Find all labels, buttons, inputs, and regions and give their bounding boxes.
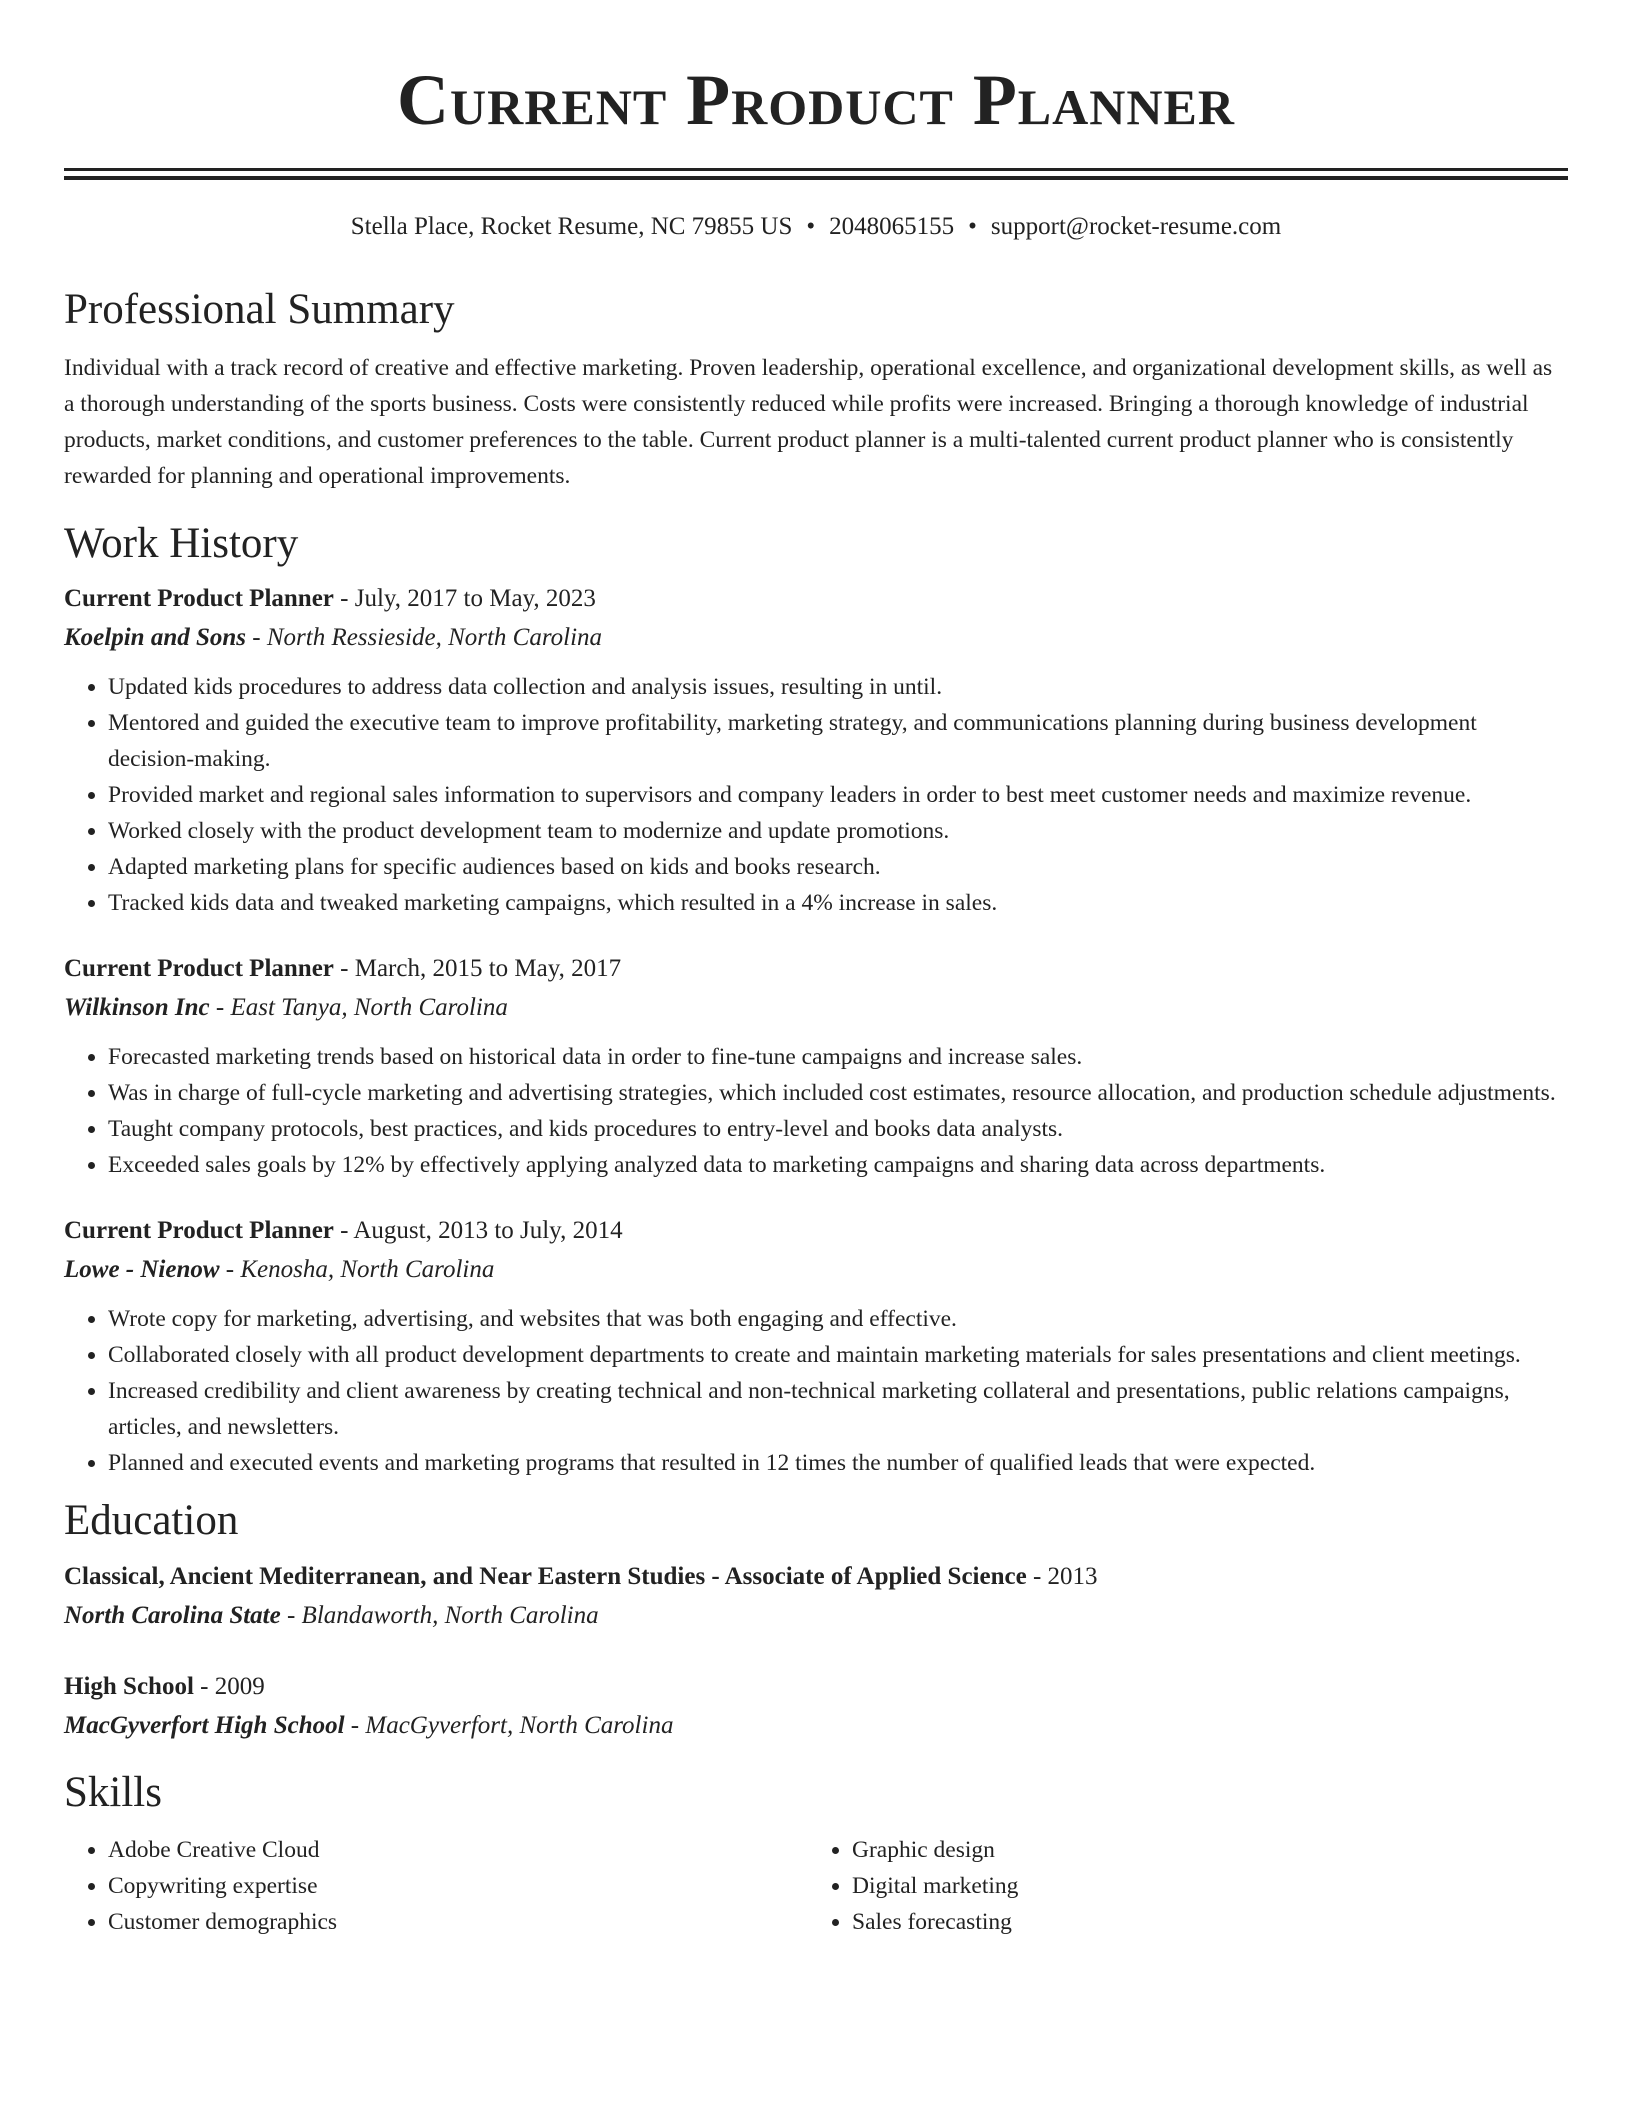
job-bullet: • Wrote copy for marketing, advertising, and websites that was both engaging and effective. [108,1301,1568,1337]
education-degree: Classical, Ancient Mediterranean, and Near Eastern Studies - Associate of Applied Science [64,1562,1027,1590]
skills-list [64,1832,1568,1940]
job-bullets [64,669,1568,921]
job-entry [64,1211,1568,1481]
job-role: Current Product Planner [64,1217,334,1245]
job-header [64,579,1568,618]
education-school-line [64,1706,1568,1745]
education-school-line [64,1596,1568,1635]
education-degree: High School [64,1672,194,1700]
header-divider [64,168,1568,180]
skill-item: • Adobe Creative Cloud [108,1832,808,1868]
job-bullet: • Increased credibility and client awareness by creating technical and non-technical marketing collateral and presentations, public relations campaigns, articles, and newsletters. [108,1373,1568,1445]
job-bullet: • Collaborated closely with all product development departments to create and maintain marketing materials for sales presentations and client meetings. [108,1337,1568,1373]
section-title-education: Education [64,1497,239,1545]
job-location: - Kenosha, North Carolina [219,1256,495,1284]
section-title-work-history: Work History [64,519,299,567]
contact-phone: 2048065155 [829,213,955,240]
section-title-skills: Skills [64,1768,162,1816]
skill-item: • Sales forecasting [852,1904,1552,1940]
contact-line [64,212,1568,242]
skill-item: • Customer demographics [108,1904,808,1940]
skills-column-left [64,1832,808,1940]
resume-name-heading: Current Product Planner [397,60,1235,140]
job-bullet: • Exceeded sales goals by 12% by effectively applying analyzed data to marketing campaigns and sharing data across departments. [108,1147,1568,1183]
job-dates: - August, 2013 to July, 2014 [333,1217,623,1245]
job-bullet: • Forecasted marketing trends based on historical data in order to fine-tune campaigns and increase sales. [108,1039,1568,1075]
job-header [64,949,1568,988]
job-company-line [64,1250,1568,1289]
job-entry [64,579,1568,921]
education-entry [64,1667,1568,1745]
job-location: - East Tanya, North Carolina [209,994,508,1022]
contact-separator: • [806,213,816,240]
job-bullet: • Tracked kids data and tweaked marketing campaigns, which resulted in a 4% increase in sales. [108,885,1568,921]
job-bullets [64,1039,1568,1183]
job-company: Wilkinson Inc [64,994,210,1022]
job-bullet: • Provided market and regional sales information to supervisors and company leaders in order to best meet customer needs and maximize revenue. [108,777,1568,813]
job-location: - North Ressieside, North Carolina [246,624,603,652]
job-bullet: • Adapted marketing plans for specific audiences based on kids and books research. [108,849,1568,885]
education-school: MacGyverfort High School [64,1711,345,1739]
education-year: - 2009 [193,1672,265,1700]
contact-address: Stella Place, Rocket Resume, NC 79855 US [350,213,793,240]
job-role: Current Product Planner [64,585,334,613]
education-entry [64,1557,1568,1635]
skill-item: • Copywriting expertise [108,1868,808,1904]
job-company-line [64,618,1568,657]
education-header [64,1667,1568,1706]
job-bullet: • Worked closely with the product development team to modernize and update promotions. [108,813,1568,849]
job-bullet: • Mentored and guided the executive team to improve profitability, marketing strategy, and communications planning during business development decision-making. [108,705,1568,777]
job-bullet: • Taught company protocols, best practices, and kids procedures to entry-level and books data analysts. [108,1111,1568,1147]
section-title-summary: Professional Summary [64,286,455,333]
job-company: Lowe - Nienow [64,1256,220,1284]
education-location: - Blandaworth, North Carolina [280,1601,599,1629]
skill-item: • Digital marketing [852,1868,1552,1904]
education-header [64,1557,1568,1596]
skills-column-right [808,1832,1552,1940]
skill-item: • Graphic design [852,1832,1552,1868]
education-location: - MacGyverfort, North Carolina [344,1711,674,1739]
job-role: Current Product Planner [64,955,334,983]
job-company-line [64,988,1568,1027]
education-school: North Carolina State [64,1601,281,1629]
job-bullets [64,1301,1568,1481]
job-dates: - March, 2015 to May, 2017 [333,955,622,983]
job-bullet: • Updated kids procedures to address data collection and analysis issues, resulting in until. [108,669,1568,705]
contact-email[interactable]: support@rocket-resume.com [990,213,1282,240]
job-company: Koelpin and Sons [64,624,247,652]
summary-text: Individual with a track record of creative and effective marketing. Proven leadership, operational excellence, and organizational development skills, as well as a thorough understanding of the sports business. Costs were consistently reduced while profits were increased. Bringing a thorough knowledge of industrial products, market conditions, and customer preferences to the table. Current product planner is a multi-talented current product planner who is consistently rewarded for planning and operational improvements. [64,354,1553,489]
job-header [64,1211,1568,1250]
job-entry [64,949,1568,1183]
education-year: - 2013 [1026,1562,1098,1590]
contact-separator: • [968,213,977,240]
job-dates: - July, 2017 to May, 2023 [333,585,596,613]
job-bullet: • Was in charge of full-cycle marketing and advertising strategies, which included cost estimates, resource allocation, and production schedule adjustments. [108,1075,1568,1111]
job-bullet: • Planned and executed events and marketing programs that resulted in 12 times the number of qualified leads that were expected. [108,1445,1568,1481]
